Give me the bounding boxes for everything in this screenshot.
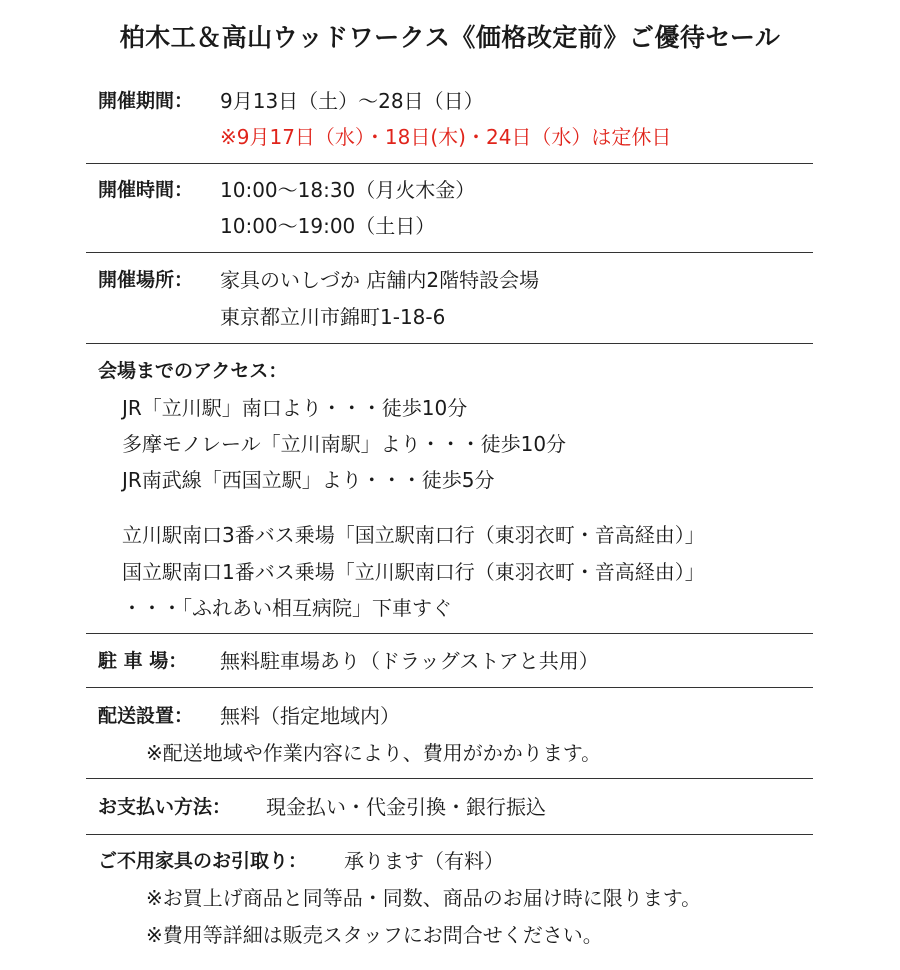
- hours-weekday: 10:00～18:30（月火木金）: [220, 178, 476, 202]
- access-bus-item: 立川駅南口3番バス乗場「国立駅南口行（東羽衣町・音高経由）」: [122, 523, 705, 547]
- access-bus-stop: ・・・「ふれあい相互病院」下車すぐ: [122, 596, 452, 620]
- divider: [86, 163, 813, 164]
- pickup-note: ※お買上げ商品と同等品・同数、商品のお届け時に限ります。: [146, 886, 702, 910]
- access-train-item: 多摩モノレール「立川南駅」より・・・徒歩10分: [122, 432, 567, 456]
- delivery-value: 無料（指定地域内）: [220, 704, 400, 728]
- closed-days-note: ※9月17日（水）・18日(木)・24日（水）は定休日: [220, 125, 672, 149]
- venue-label: 開催場所：: [98, 269, 194, 291]
- pickup-label: ご不用家具のお引取り：: [98, 850, 308, 872]
- page-title: 柏木工＆高山ウッドワークス《価格改定前》ご優待セール: [119, 23, 781, 52]
- access-label: 会場までのアクセス：: [98, 360, 288, 382]
- divider: [86, 343, 813, 344]
- delivery-label: 配送設置：: [98, 705, 194, 727]
- access-train-item: JR南武線「西国立駅」より・・・徒歩5分: [122, 468, 495, 492]
- divider: [86, 778, 813, 779]
- access-train-item: JR「立川駅」南口より・・・徒歩10分: [122, 396, 468, 420]
- hours-weekend: 10:00～19:00（土日）: [220, 214, 436, 238]
- payment-value: 現金払い・代金引換・銀行振込: [266, 795, 546, 819]
- pickup-note: ※費用等詳細は販売スタッフにお問合せください。: [146, 923, 603, 947]
- divider: [86, 687, 813, 688]
- delivery-note: ※配送地域や作業内容により、費用がかかります。: [146, 741, 602, 765]
- period-value: 9月13日（土）～28日（日）: [220, 89, 484, 113]
- pickup-value: 承ります（有料）: [344, 849, 504, 873]
- venue-address: 東京都立川市錦町1-18-6: [220, 305, 446, 329]
- parking-value: 無料駐車場あり（ドラッグストアと共用）: [220, 649, 599, 673]
- period-label: 開催期間：: [98, 90, 194, 112]
- payment-label: お支払い方法：: [98, 796, 232, 818]
- divider: [86, 834, 813, 835]
- parking-label: 駐 車 場：: [98, 650, 188, 672]
- divider: [86, 633, 813, 634]
- divider: [86, 252, 813, 253]
- hours-label: 開催時間：: [98, 179, 194, 201]
- access-bus-item: 国立駅南口1番バス乗場「立川駅南口行（東羽衣町・音高経由）」: [122, 560, 705, 584]
- venue-name: 家具のいしづか 店舗内2階特設会場: [220, 268, 540, 292]
